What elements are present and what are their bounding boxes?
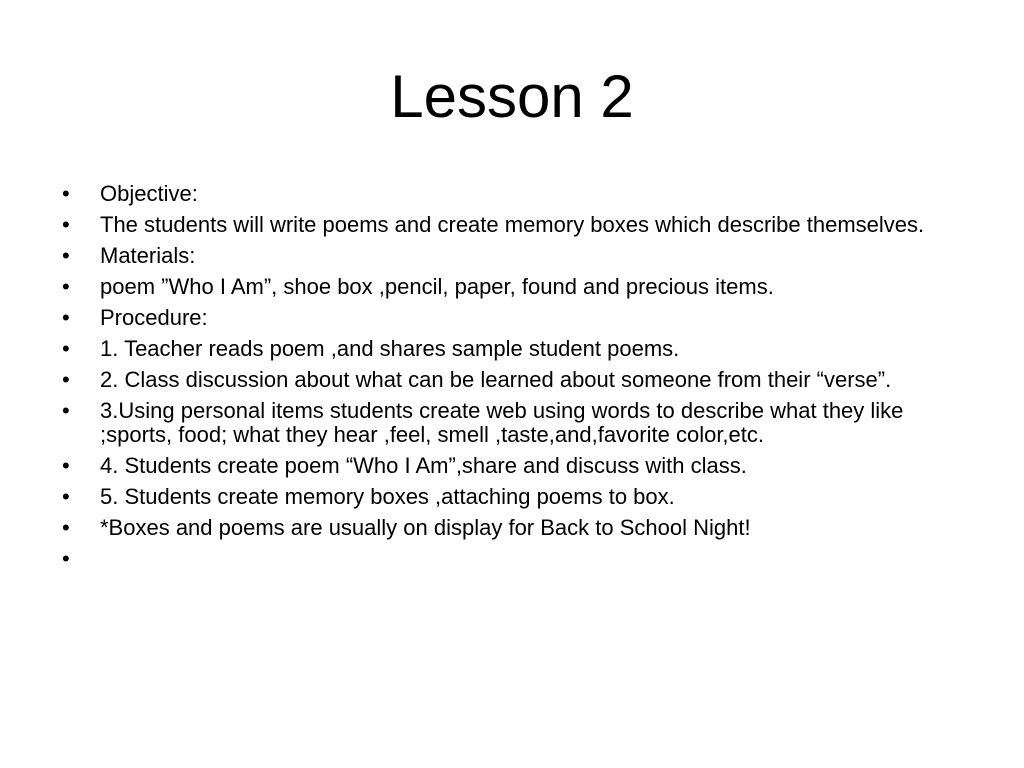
bullet-text: Objective: [100, 181, 198, 206]
bullet-icon: • [62, 212, 70, 237]
bullet-text: 4. Students create poem “Who I Am”,share and discuss with class. [100, 453, 747, 478]
bullet-icon: • [62, 305, 70, 330]
bullet-item [62, 399, 962, 447]
bullet-item [62, 485, 962, 509]
bullet-text: The students will write poems and create memory boxes which describe themselves. [100, 212, 925, 237]
bullet-text: 5. Students create memory boxes ,attaching poems to box. [100, 484, 675, 509]
bullet-icon: • [62, 367, 70, 392]
bullet-item [62, 244, 962, 268]
bullet-text: *Boxes and poems are usually on display for Back to School Night! [100, 515, 751, 540]
bullet-text: Materials: [100, 243, 196, 268]
bullet-item [62, 337, 962, 361]
bullet-item [62, 454, 962, 478]
bullet-item [62, 516, 962, 540]
bullet-item [62, 547, 962, 571]
slide-title: Lesson 2 [390, 63, 634, 130]
bullet-list [62, 182, 962, 578]
bullet-text: 1. Teacher reads poem ,and shares sample student poems. [100, 336, 680, 361]
bullet-icon: • [62, 398, 70, 423]
bullet-item [62, 213, 962, 237]
bullet-text: poem ”Who I Am”, shoe box ,pencil, paper, found and precious items. [100, 274, 774, 299]
bullet-icon: • [62, 453, 70, 478]
bullet-text: 3.Using personal items students create web using words to describe what they like ;sports, food; what they hear ,feel, smell ,taste,and,favorite color,etc. [100, 398, 904, 447]
bullet-icon: • [62, 336, 70, 361]
bullet-item [62, 275, 962, 299]
bullet-icon: • [62, 243, 70, 268]
bullet-icon: • [62, 546, 70, 571]
bullet-icon: • [62, 181, 70, 206]
bullet-icon: • [62, 274, 70, 299]
bullet-icon: • [62, 515, 70, 540]
bullet-icon: • [62, 484, 70, 509]
bullet-text: 2. Class discussion about what can be learned about someone from their “verse”. [100, 367, 892, 392]
bullet-text: Procedure: [100, 305, 208, 330]
bullet-item [62, 182, 962, 206]
bullet-item [62, 368, 962, 392]
bullet-item [62, 306, 962, 330]
